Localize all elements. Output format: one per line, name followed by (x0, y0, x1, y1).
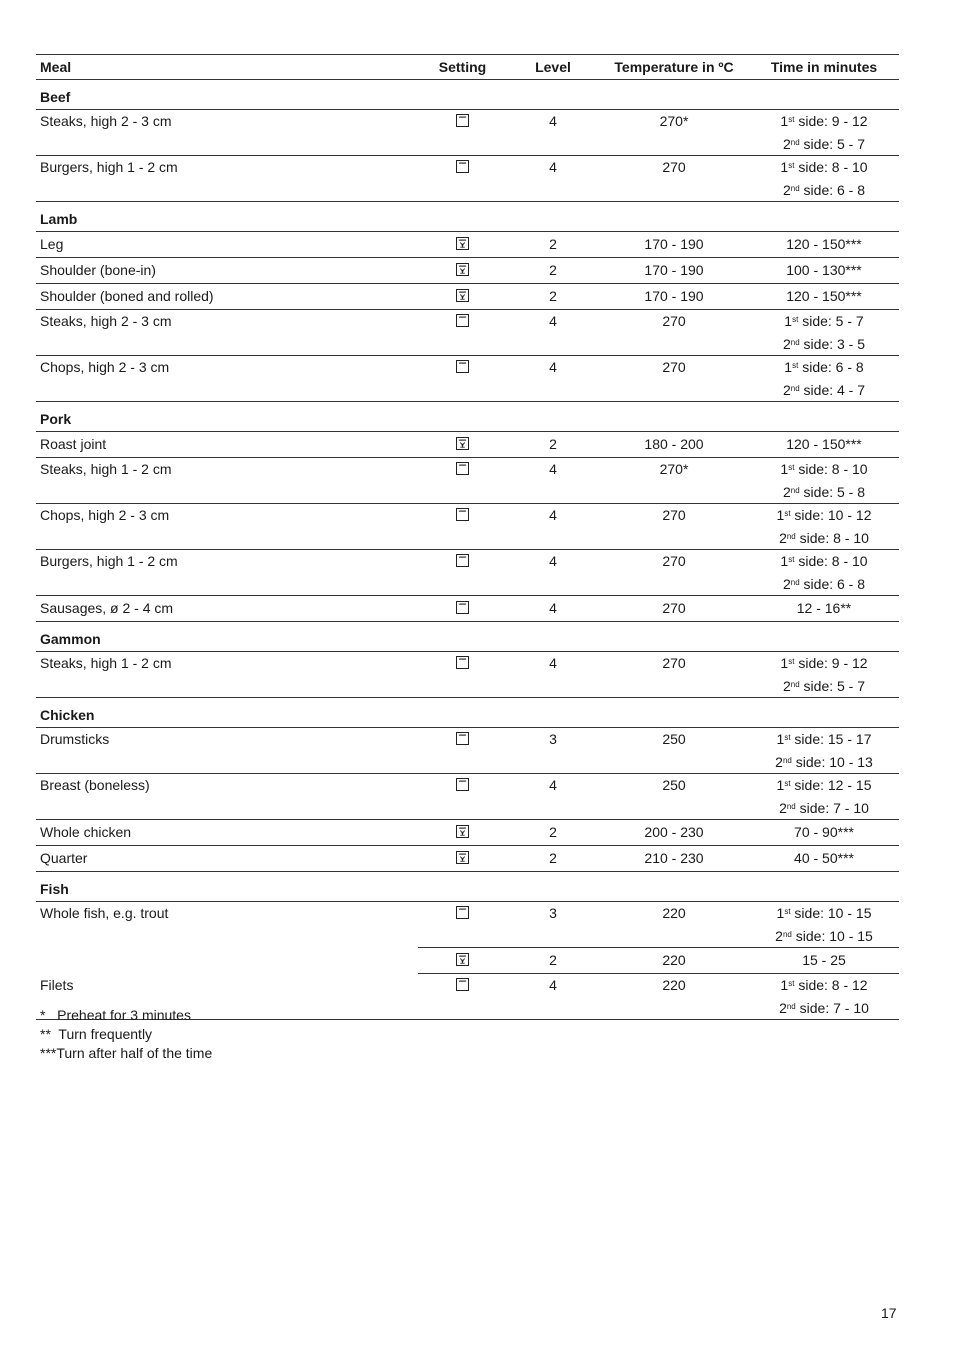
side-number: 1 (776, 777, 785, 793)
level-cell: 4 (507, 550, 599, 596)
meal-cell: Breast (boneless) (36, 774, 418, 820)
side-number: 2 (779, 529, 787, 546)
setting-cell (418, 652, 507, 698)
meal-cell: Steaks, high 1 - 2 cm (36, 652, 418, 698)
level-cell: 3 (507, 728, 599, 774)
setting-cell (418, 258, 507, 284)
table-row (36, 310, 899, 356)
ordinal-suffix: nd (782, 929, 792, 939)
time-line (749, 285, 899, 308)
setting-cell (418, 774, 507, 820)
circotherm-grill-icon (456, 289, 469, 302)
temperature-cell: 220 (599, 974, 749, 1020)
time-cell (749, 948, 899, 974)
header-temperature: Temperature in ºC (599, 55, 749, 80)
time-line (749, 356, 899, 379)
side-number: 1 (776, 905, 785, 921)
time-text: side: 4 - 7 (799, 381, 866, 398)
side-number: 1 (780, 159, 789, 175)
time-cell (749, 846, 899, 872)
full-grill-icon (456, 360, 469, 373)
side-number: 1 (780, 113, 789, 129)
time-line (749, 821, 899, 844)
level-cell: 4 (507, 974, 599, 1020)
setting-cell (418, 846, 507, 872)
circotherm-grill-icon (456, 953, 469, 966)
temperature-cell: 270 (599, 652, 749, 698)
ordinal-suffix: st (788, 979, 795, 988)
time-text: side: 3 - 5 (799, 335, 866, 352)
time-line (749, 751, 899, 774)
temperature-cell: 270 (599, 596, 749, 622)
time-cell (749, 310, 899, 356)
side-number: 2 (782, 181, 791, 198)
level-cell: 4 (507, 356, 599, 402)
circotherm-grill-icon (456, 437, 469, 450)
meal-cell: Chops, high 2 - 3 cm (36, 356, 418, 402)
setting-cell (418, 232, 507, 258)
temperature-cell: 270 (599, 550, 749, 596)
level-cell: 2 (507, 432, 599, 458)
time-text: side: 8 - 10 (794, 159, 868, 175)
level-cell: 4 (507, 110, 599, 156)
side-number: 1 (780, 461, 789, 477)
table-header-row (36, 55, 899, 80)
header-time: Time in minutes (749, 55, 899, 80)
circotherm-grill-icon (456, 237, 469, 250)
time-line (749, 652, 899, 675)
setting-cell (418, 820, 507, 846)
side-number: 1 (780, 977, 789, 993)
time-cell (749, 232, 899, 258)
time-text: side: 15 - 17 (790, 731, 872, 747)
category-label: Fish (36, 872, 899, 902)
temperature-cell: 220 (599, 902, 749, 948)
side-number: 1 (780, 553, 789, 569)
temperature-cell: 270 (599, 356, 749, 402)
time-text: side: 6 - 8 (798, 359, 864, 375)
side-number: 2 (779, 799, 787, 816)
time-text: side: 7 - 10 (795, 799, 869, 816)
time-cell (749, 432, 899, 458)
time-line (749, 233, 899, 256)
time-cell (749, 258, 899, 284)
temperature-cell: 220 (599, 948, 749, 974)
table-row (36, 728, 899, 774)
meal-cell: Steaks, high 2 - 3 cm (36, 310, 418, 356)
meal-cell: Whole chicken (36, 820, 418, 846)
ordinal-suffix: nd (790, 577, 800, 587)
time-cell (749, 550, 899, 596)
ordinal-suffix: nd (790, 337, 800, 347)
level-cell: 2 (507, 820, 599, 846)
table-row (36, 458, 899, 504)
footnote: ** Turn frequently (40, 1026, 153, 1042)
level-cell: 3 (507, 902, 599, 948)
table-row (36, 550, 899, 596)
setting-cell (418, 596, 507, 622)
side-number: 2 (782, 135, 791, 152)
time-text: side: 8 - 10 (794, 553, 868, 569)
meal-cell: Chops, high 2 - 3 cm (36, 504, 418, 550)
ordinal-suffix: st (784, 509, 791, 518)
grilling-table (36, 54, 899, 1020)
page-number: 17 (881, 1305, 897, 1321)
level-cell: 4 (507, 156, 599, 202)
table-row (36, 432, 899, 458)
full-grill-icon (456, 906, 469, 919)
category-row (36, 80, 899, 110)
time-text: side: 8 - 12 (794, 977, 868, 993)
time-cell (749, 728, 899, 774)
side-number: 2 (782, 335, 791, 352)
time-text: side: 8 - 10 (794, 461, 868, 477)
time-line (749, 997, 899, 1020)
meal-cell: Shoulder (bone-in) (36, 258, 418, 284)
table-row (36, 504, 899, 550)
full-grill-icon (456, 508, 469, 521)
meal-cell: Burgers, high 1 - 2 cm (36, 156, 418, 202)
time-line (749, 797, 899, 820)
category-label: Gammon (36, 622, 899, 652)
header-meal: Meal (36, 55, 418, 80)
ordinal-suffix: st (788, 161, 795, 170)
full-grill-icon (456, 732, 469, 745)
circotherm-grill-icon (456, 263, 469, 276)
side-number: 2 (782, 575, 791, 592)
setting-cell (418, 356, 507, 402)
full-grill-icon (456, 314, 469, 327)
setting-cell (418, 974, 507, 1020)
side-number: 1 (784, 313, 793, 329)
ordinal-suffix: st (792, 315, 799, 324)
setting-cell (418, 310, 507, 356)
time-text: 120 - 150*** (786, 236, 862, 252)
ordinal-suffix: st (784, 779, 791, 788)
category-label: Beef (36, 80, 899, 110)
temperature-cell: 270 (599, 504, 749, 550)
time-line (749, 949, 899, 972)
table-row (36, 652, 899, 698)
time-cell (749, 156, 899, 202)
time-text: side: 5 - 7 (798, 313, 864, 329)
table-row (36, 774, 899, 820)
time-cell (749, 110, 899, 156)
time-text: side: 10 - 12 (790, 507, 872, 523)
time-cell (749, 774, 899, 820)
meal-cell: Burgers, high 1 - 2 cm (36, 550, 418, 596)
level-cell: 4 (507, 774, 599, 820)
table-row (36, 232, 899, 258)
meal-cell: Filets (36, 974, 418, 1020)
time-text: side: 12 - 15 (790, 777, 872, 793)
ordinal-suffix: st (788, 657, 795, 666)
time-text: side: 10 - 15 (790, 905, 872, 921)
meal-cell: Quarter (36, 846, 418, 872)
table-row (36, 284, 899, 310)
time-line (749, 310, 899, 333)
time-text: side: 5 - 8 (799, 483, 866, 500)
level-cell: 4 (507, 458, 599, 504)
time-cell (749, 820, 899, 846)
meal-cell: Leg (36, 232, 418, 258)
circotherm-grill-icon (456, 851, 469, 864)
time-cell (749, 652, 899, 698)
time-line (749, 379, 899, 402)
meal-cell: Sausages, ø 2 - 4 cm (36, 596, 418, 622)
temperature-cell: 180 - 200 (599, 432, 749, 458)
meal-cell: Steaks, high 2 - 3 cm (36, 110, 418, 156)
level-cell: 2 (507, 232, 599, 258)
time-line (749, 728, 899, 751)
time-line (749, 527, 899, 550)
ordinal-suffix: nd (786, 1001, 796, 1011)
table-row (36, 596, 899, 622)
time-cell (749, 902, 899, 948)
side-number: 2 (782, 483, 791, 500)
level-cell: 4 (507, 652, 599, 698)
level-cell: 4 (507, 596, 599, 622)
ordinal-suffix: st (788, 463, 795, 472)
time-text: 70 - 90*** (794, 824, 854, 840)
full-grill-icon (456, 978, 469, 991)
time-line (749, 597, 899, 620)
setting-cell (418, 156, 507, 202)
ordinal-suffix: nd (786, 531, 796, 541)
ordinal-suffix: nd (782, 755, 792, 765)
time-line (749, 433, 899, 456)
time-line (749, 675, 899, 698)
meal-cell: Whole fish, e.g. trout (40, 905, 169, 921)
time-line (749, 133, 899, 156)
ordinal-suffix: st (788, 555, 795, 564)
side-number: 1 (776, 731, 785, 747)
temperature-cell: 170 - 190 (599, 232, 749, 258)
time-text: side: 8 - 10 (795, 529, 869, 546)
setting-cell (418, 550, 507, 596)
level-cell: 2 (507, 846, 599, 872)
temperature-cell: 200 - 230 (599, 820, 749, 846)
ordinal-suffix: st (788, 115, 795, 124)
ordinal-suffix: nd (790, 383, 800, 393)
time-line (749, 847, 899, 870)
ordinal-suffix: nd (790, 183, 800, 193)
setting-cell (418, 284, 507, 310)
footnotes (40, 1006, 212, 1063)
time-cell (749, 974, 899, 1020)
category-label: Pork (36, 402, 899, 432)
time-line (749, 481, 899, 504)
ordinal-suffix: nd (790, 485, 800, 495)
table-row (36, 258, 899, 284)
time-cell (749, 458, 899, 504)
time-text: 120 - 150*** (786, 288, 862, 304)
time-line (749, 458, 899, 481)
ordinal-suffix: st (784, 733, 791, 742)
side-number: 2 (775, 753, 783, 770)
time-line (749, 110, 899, 133)
full-grill-icon (456, 160, 469, 173)
setting-cell (418, 902, 507, 948)
time-line (749, 259, 899, 282)
meal-cell: Drumsticks (36, 728, 418, 774)
time-line (749, 925, 899, 948)
time-text: side: 5 - 7 (799, 135, 866, 152)
level-cell: 2 (507, 948, 599, 974)
side-number: 1 (780, 655, 789, 671)
time-text: 12 - 16** (796, 600, 852, 616)
footnote: ***Turn after half of the time (40, 1045, 213, 1061)
time-text: side: 7 - 10 (795, 999, 869, 1016)
side-number: 2 (782, 677, 791, 694)
time-cell (749, 596, 899, 622)
category-label: Lamb (36, 202, 899, 232)
side-number: 1 (784, 359, 793, 375)
time-text: side: 6 - 8 (799, 575, 866, 592)
setting-cell (418, 432, 507, 458)
temperature-cell: 270* (599, 110, 749, 156)
ordinal-suffix: st (792, 361, 799, 370)
temperature-cell: 210 - 230 (599, 846, 749, 872)
time-text: 40 - 50*** (794, 850, 854, 866)
level-cell: 4 (507, 310, 599, 356)
full-grill-icon (456, 778, 469, 791)
time-line (749, 902, 899, 925)
time-line (749, 573, 899, 596)
time-text: side: 9 - 12 (794, 113, 868, 129)
side-number: 1 (776, 507, 785, 523)
meal-cell: Roast joint (36, 432, 418, 458)
category-row (36, 872, 899, 902)
time-text: 120 - 150*** (786, 436, 862, 452)
time-cell (749, 356, 899, 402)
level-cell: 2 (507, 284, 599, 310)
time-line (749, 974, 899, 997)
side-number: 2 (775, 927, 783, 944)
time-text: side: 10 - 13 (791, 753, 873, 770)
table-row (36, 156, 899, 202)
category-row (36, 698, 899, 728)
setting-cell (418, 110, 507, 156)
full-grill-icon (456, 601, 469, 614)
temperature-cell: 170 - 190 (599, 284, 749, 310)
footnote: * Preheat for 3 minutes (40, 1007, 191, 1023)
setting-cell (418, 458, 507, 504)
table-body (36, 80, 899, 1020)
temperature-cell: 270 (599, 310, 749, 356)
ordinal-suffix: nd (790, 679, 800, 689)
table-row (36, 846, 899, 872)
table-row (36, 902, 899, 948)
level-cell: 4 (507, 504, 599, 550)
meal-cell: Steaks, high 1 - 2 cm (36, 458, 418, 504)
category-row (36, 622, 899, 652)
meal-cell: Shoulder (boned and rolled) (36, 284, 418, 310)
time-cell (749, 504, 899, 550)
category-row (36, 202, 899, 232)
time-text: side: 9 - 12 (794, 655, 868, 671)
time-line (749, 550, 899, 573)
side-number: 2 (779, 999, 787, 1016)
temperature-cell: 250 (599, 728, 749, 774)
setting-cell (418, 728, 507, 774)
category-row (36, 402, 899, 432)
time-line (749, 156, 899, 179)
time-cell (749, 284, 899, 310)
time-line (749, 774, 899, 797)
category-label: Chicken (36, 698, 899, 728)
table-row (36, 110, 899, 156)
temperature-cell: 270 (599, 156, 749, 202)
level-cell: 2 (507, 258, 599, 284)
table-row (36, 820, 899, 846)
time-text: 100 - 130*** (786, 262, 862, 278)
temperature-cell: 270* (599, 458, 749, 504)
ordinal-suffix: nd (790, 137, 800, 147)
full-grill-icon (456, 656, 469, 669)
side-number: 2 (782, 381, 791, 398)
full-grill-icon (456, 114, 469, 127)
time-text: 15 - 25 (802, 952, 846, 968)
time-line (749, 504, 899, 527)
table-row (36, 356, 899, 402)
temperature-cell: 170 - 190 (599, 258, 749, 284)
circotherm-grill-icon (456, 825, 469, 838)
full-grill-icon (456, 462, 469, 475)
ordinal-suffix: nd (786, 801, 796, 811)
time-line (749, 179, 899, 202)
full-grill-icon (456, 554, 469, 567)
setting-cell (418, 948, 507, 974)
header-setting: Setting (418, 55, 507, 80)
time-text: side: 10 - 15 (791, 927, 873, 944)
time-text: side: 5 - 7 (799, 677, 866, 694)
setting-cell (418, 504, 507, 550)
time-text: side: 6 - 8 (799, 181, 866, 198)
ordinal-suffix: st (784, 907, 791, 916)
time-line (749, 333, 899, 356)
header-level: Level (507, 55, 599, 80)
temperature-cell: 250 (599, 774, 749, 820)
